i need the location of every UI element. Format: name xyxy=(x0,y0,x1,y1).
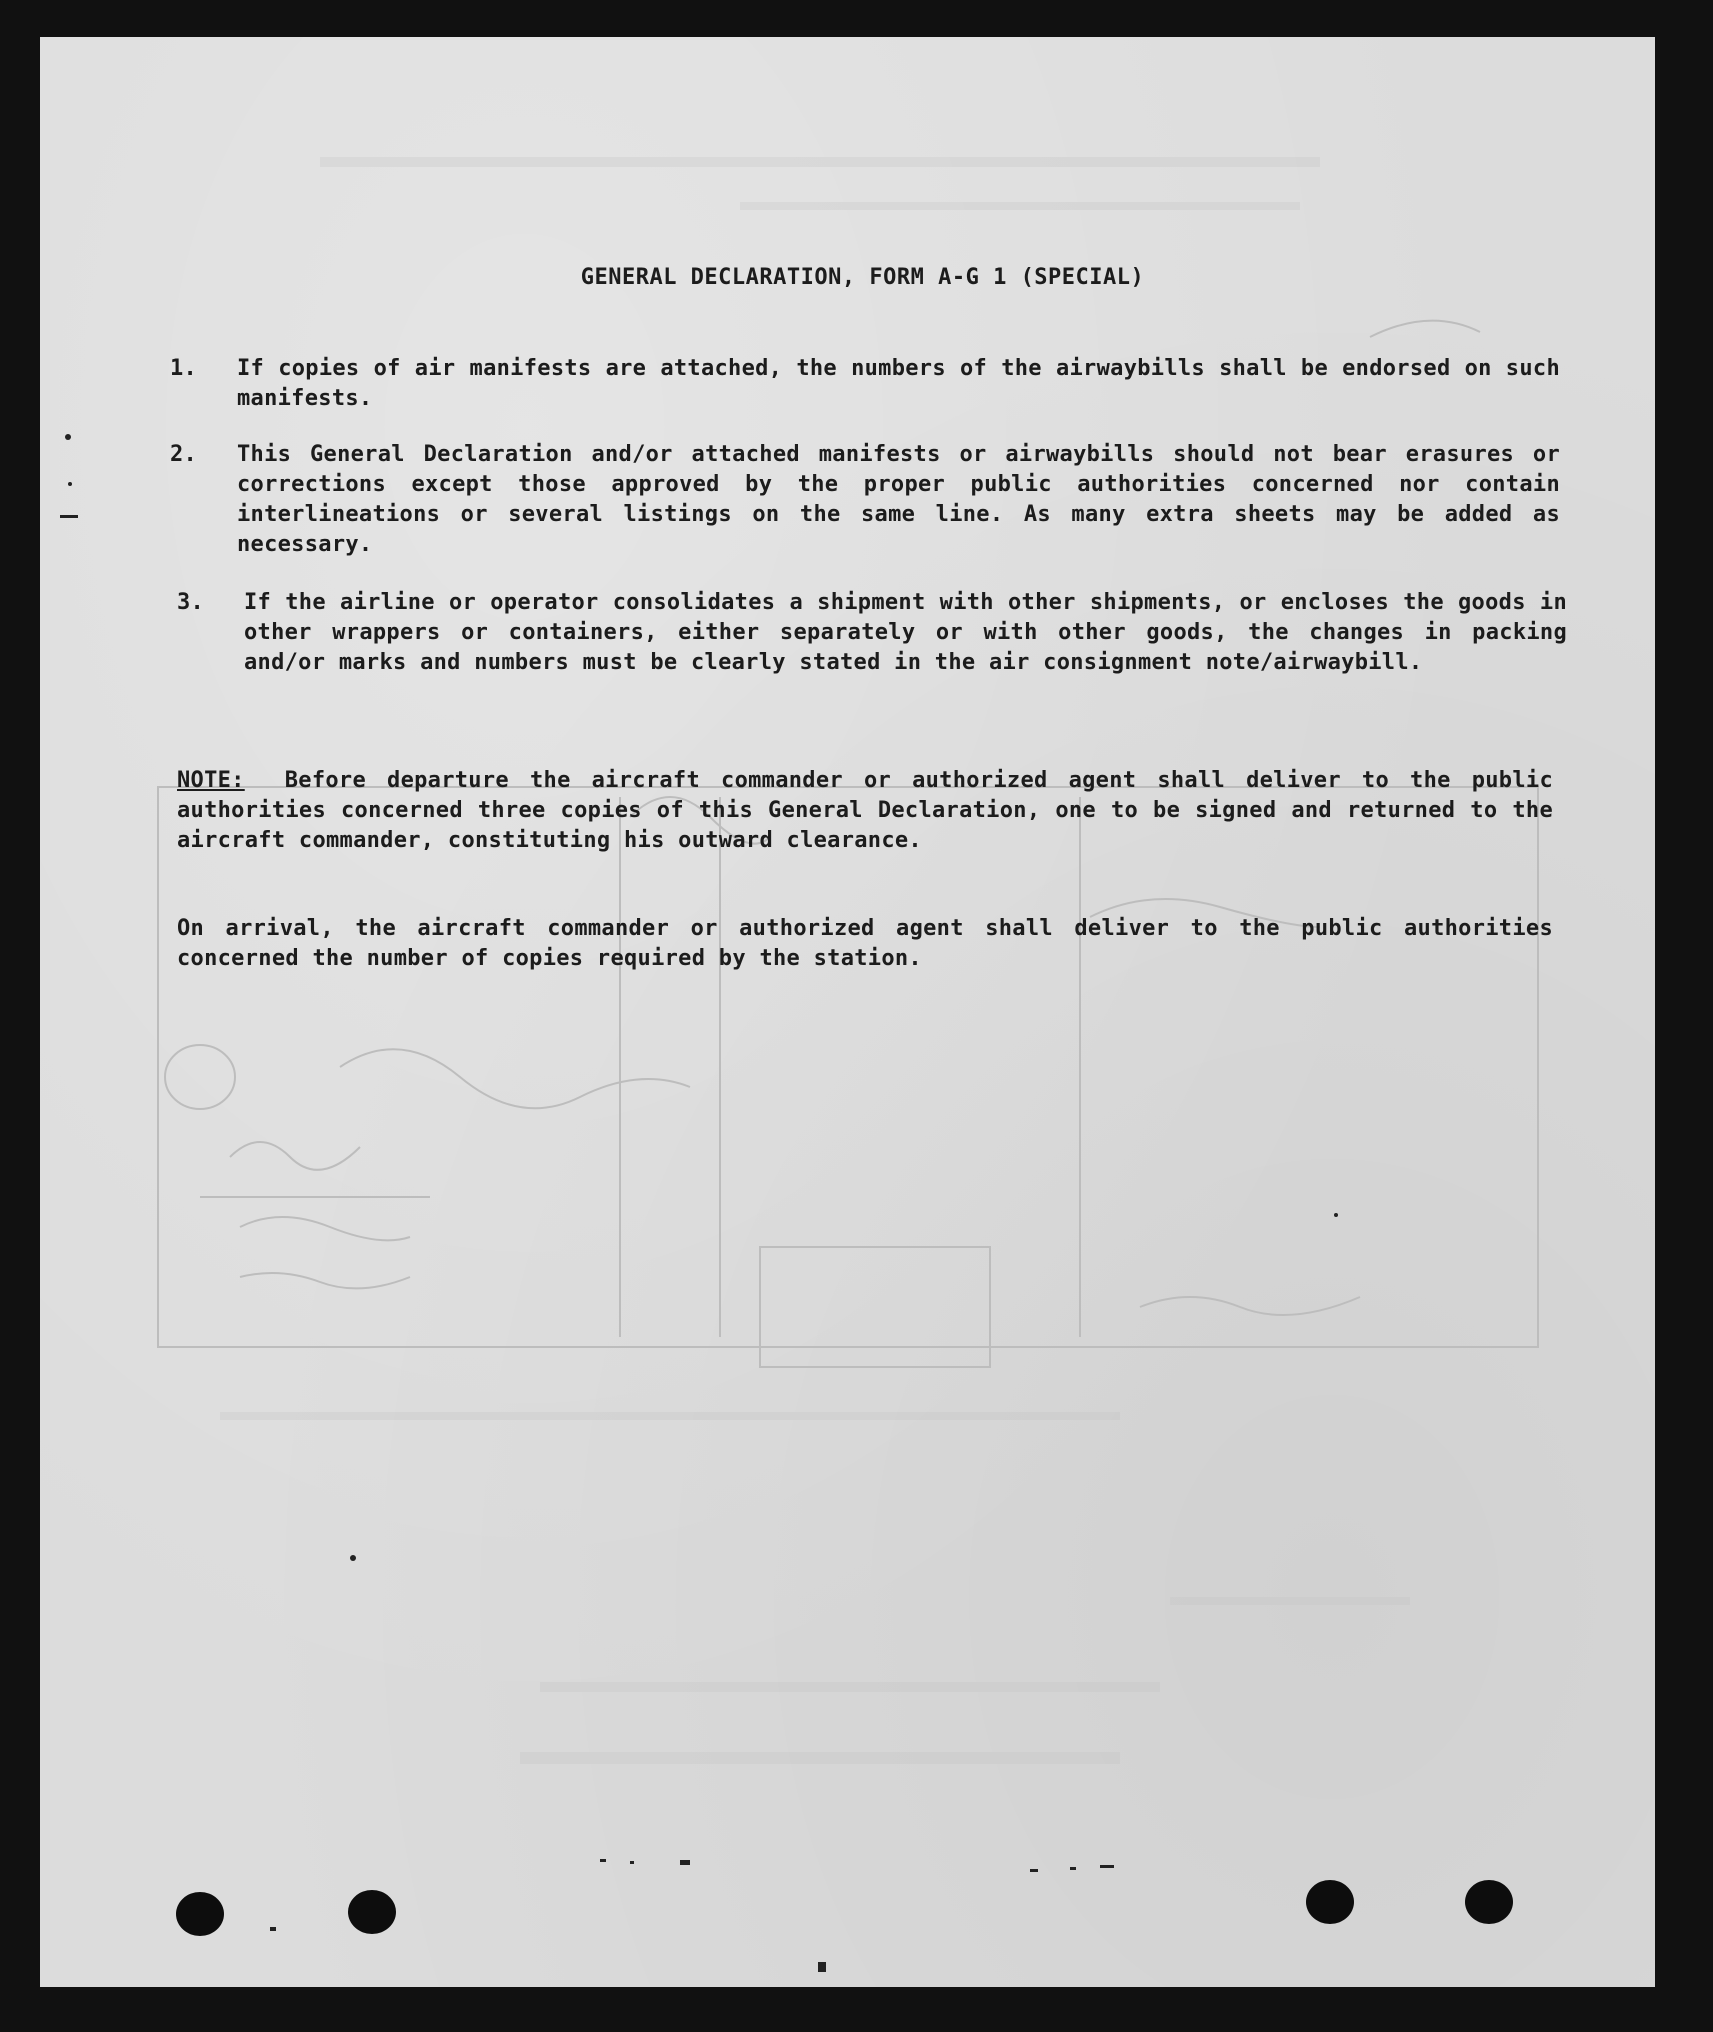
form-title: GENERAL DECLARATION, FORM A-G 1 (SPECIAL) xyxy=(580,265,1145,290)
item-text: If the airline or operator consolidates a shipment with other shipments, or encloses the goods in other wrappers or containers, either separately or with other goods, the changes in packing and/or marks and numbers must be clearly stated in the air consignment note/airwaybill. xyxy=(244,590,1567,675)
document-page xyxy=(40,37,1655,1987)
departure-note xyxy=(177,766,1553,856)
punch-hole-2 xyxy=(348,1890,396,1934)
instruction-item-1 xyxy=(170,354,1560,414)
item-number: 1. xyxy=(170,356,198,381)
item-text: If copies of air manifests are attached, the numbers of the airwaybills shall be endorsed on such manifests. xyxy=(237,356,1560,411)
punch-hole-4 xyxy=(1465,1880,1513,1924)
punch-hole-1 xyxy=(176,1892,224,1936)
item-number: 2. xyxy=(170,442,198,467)
item-text: This General Declaration and/or attached manifests or airwaybills should not bear erasures or corrections except those approved by the proper public authorities concerned nor contain interlineations or several listings on the same line. As many extra sheets may be added as necessary. xyxy=(237,442,1560,557)
instruction-item-3 xyxy=(177,588,1567,678)
bleed-through-marks xyxy=(40,37,1655,1987)
item-number: 3. xyxy=(177,590,205,615)
note-label: NOTE: xyxy=(177,768,245,793)
instruction-item-2 xyxy=(170,440,1560,560)
arrival-note: On arrival, the aircraft commander or authorized agent shall deliver to the public authorities concerned the number of copies required by the station. xyxy=(177,916,1553,971)
note-text: Before departure the aircraft commander or authorized agent shall deliver to the public authorities concerned three copies of this General Declaration, one to be signed and returned to the aircraft commander, constituting his outward clearance. xyxy=(177,768,1553,853)
punch-hole-3 xyxy=(1306,1880,1354,1924)
